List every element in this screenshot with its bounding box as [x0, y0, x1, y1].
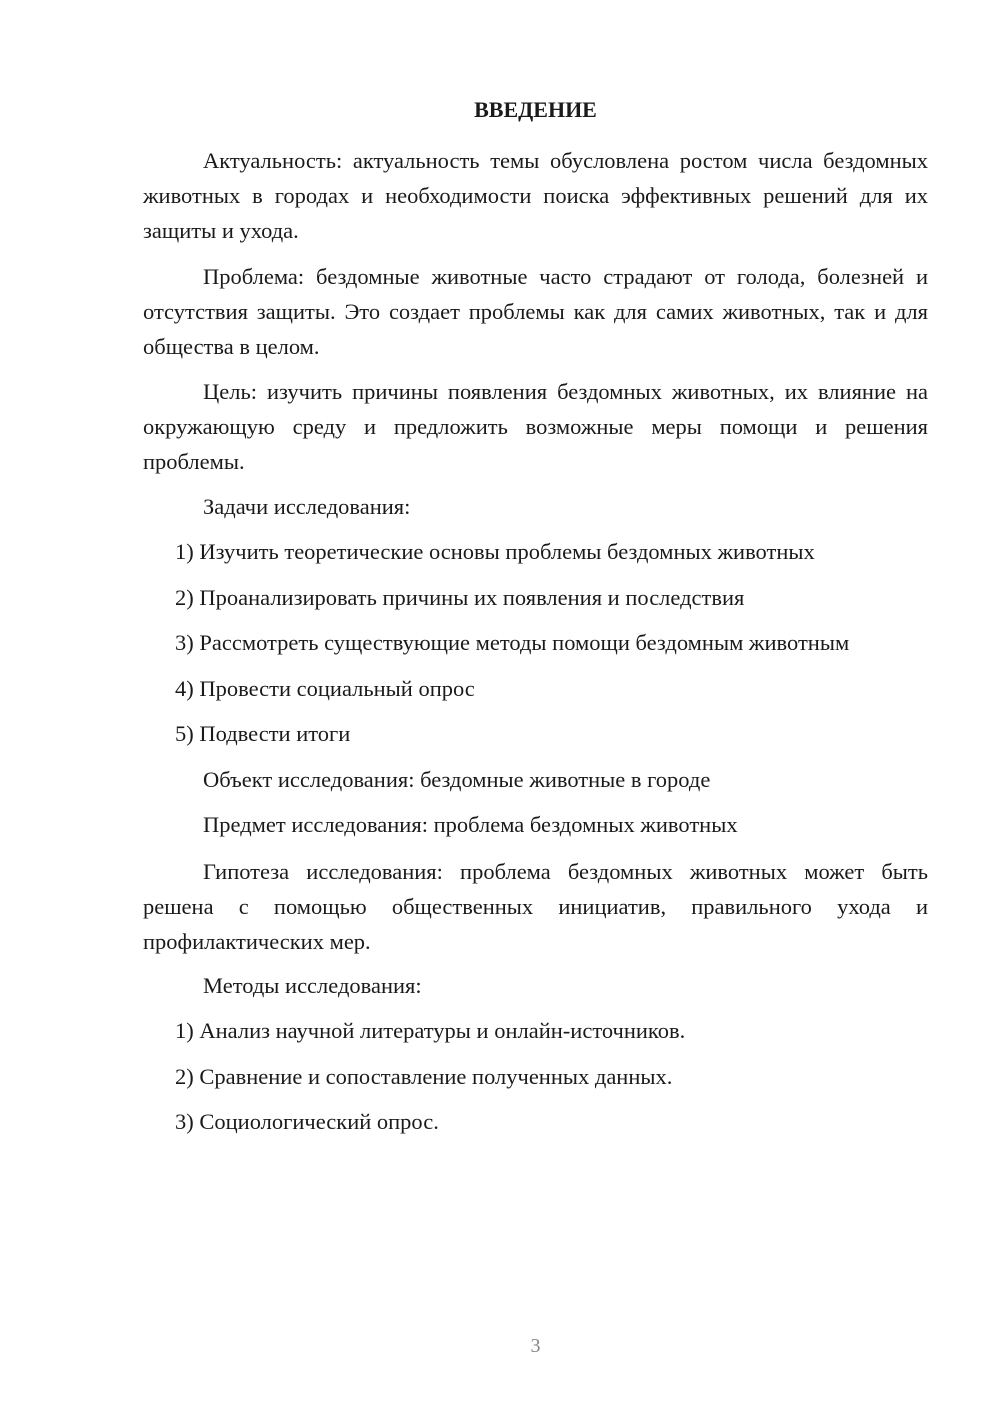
task-item: 3) Рассмотреть существующие методы помощи бездомным животным — [175, 630, 850, 655]
problem-paragraph: Проблема: бездомные животные часто страдают от голода, болезней и отсутствия защиты. Это создает проблемы как для самих животных, так и для общества в целом. — [143, 264, 928, 359]
relevance-paragraph: Актуальность: актуальность темы обусловлена ростом числа бездомных животных в городах и необходимости поиска эффективных решений для их защиты и ухода. — [143, 148, 928, 243]
methods-title: Методы исследования: — [203, 973, 422, 998]
task-item: 1) Изучить теоретические основы проблемы бездомных животных — [175, 539, 815, 564]
subject-line: Предмет исследования: проблема бездомных животных — [203, 812, 738, 837]
method-item: 1) Анализ научной литературы и онлайн-источников. — [175, 1018, 686, 1043]
tasks-title: Задачи исследования: — [203, 494, 411, 519]
section-heading: ВВЕДЕНИЕ — [474, 97, 597, 122]
task-item: 4) Провести социальный опрос — [175, 676, 475, 701]
page-number: 3 — [530, 1335, 541, 1357]
goal-paragraph: Цель: изучить причины появления бездомных животных, их влияние на окружающую среду и предложить возможные меры помощи и решения проблемы. — [143, 379, 928, 474]
document-page — [143, 0, 928, 1414]
task-item: 5) Подвести итоги — [175, 721, 351, 746]
method-item: 2) Сравнение и сопоставление полученных данных. — [175, 1064, 673, 1089]
task-item: 2) Проанализировать причины их появления и последствия — [175, 585, 745, 610]
hypothesis-paragraph: Гипотеза исследования: проблема бездомных животных может быть решена с помощью общественных инициатив, правильного ухода и профилактических мер. — [143, 859, 928, 954]
object-line: Объект исследования: бездомные животные в городе — [203, 767, 711, 792]
method-item: 3) Социологический опрос. — [175, 1109, 439, 1134]
